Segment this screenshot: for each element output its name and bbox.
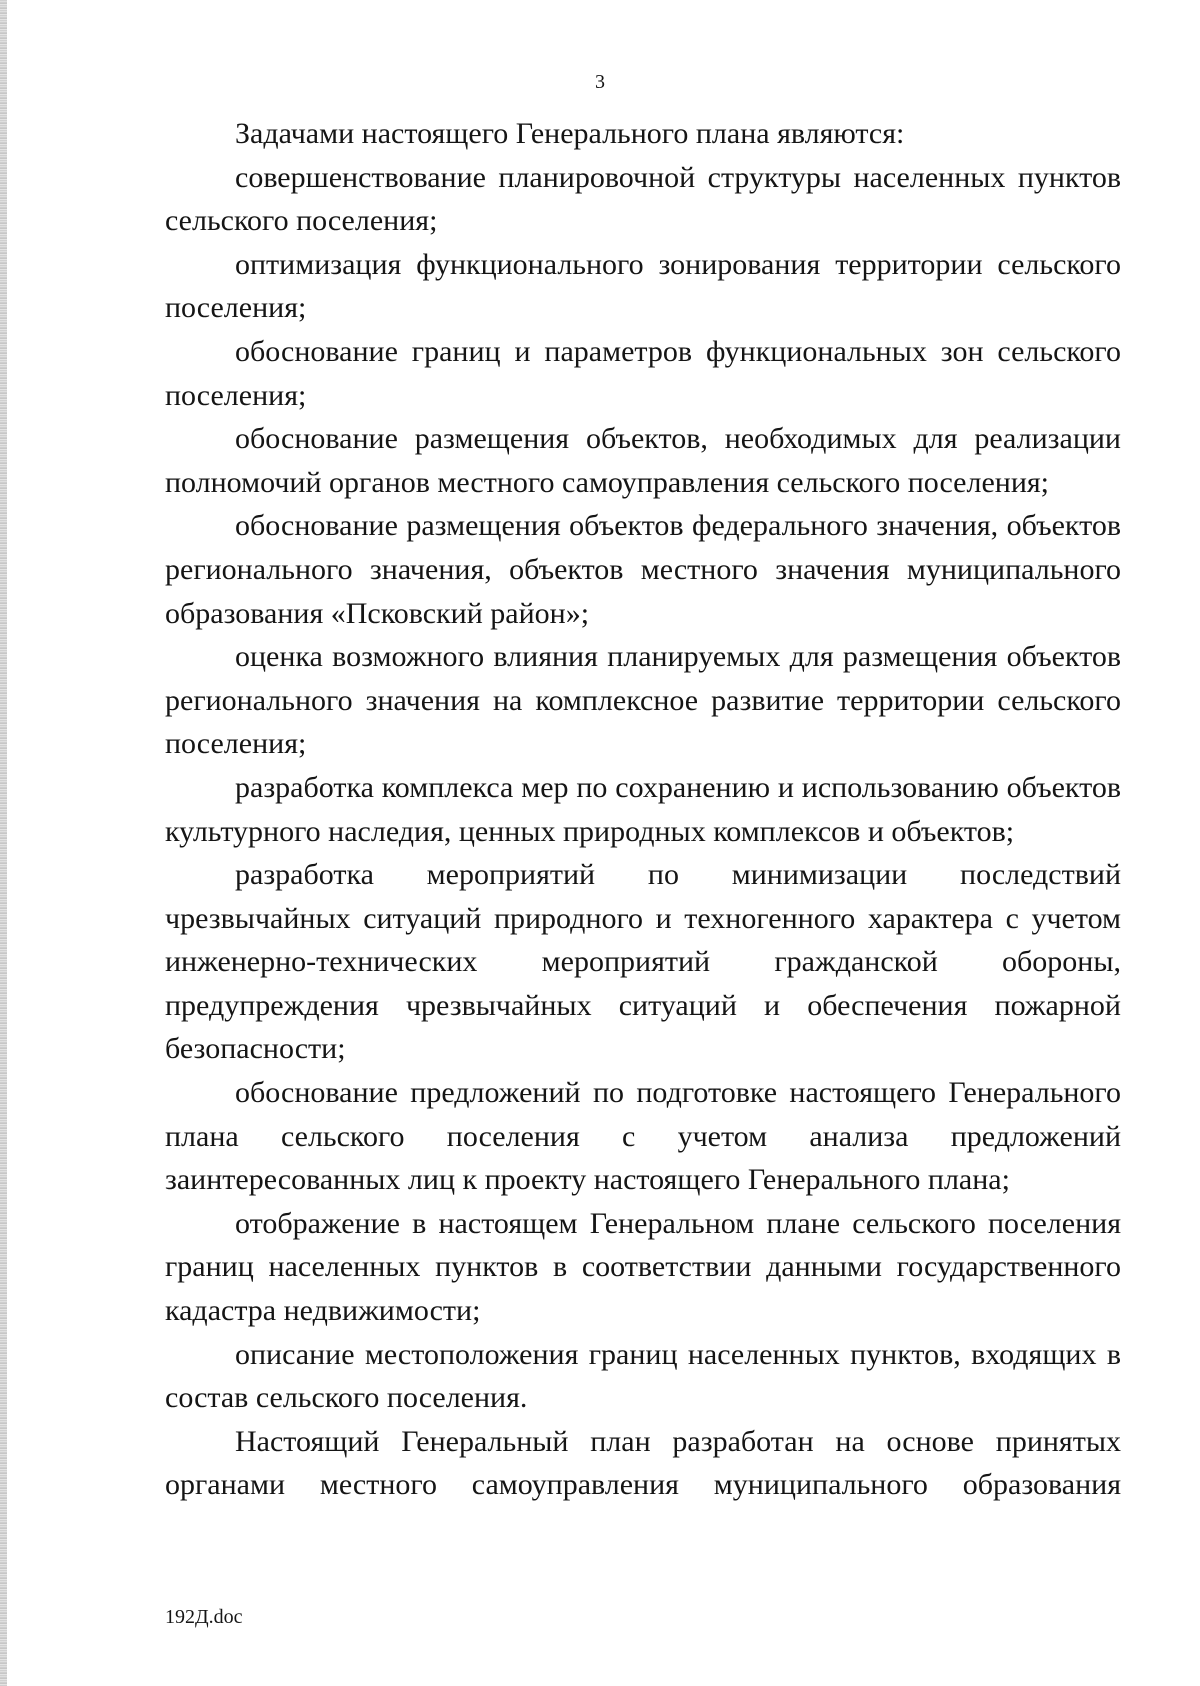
footer-filename: 192Д.doc [165,1606,243,1628]
paragraph: обоснование размещения объектов федерального значения, объектов регионального значения, объектов местного значения муниципального образования «Псковский район»; [165,509,1121,630]
paragraph: отображение в настоящем Генеральном плане сельского поселения границ населенных пунктов в соответствии данными государственного кадастра недвижимости; [165,1206,1121,1328]
paragraph: обоснование границ и параметров функциональных зон сельского поселения; [165,334,1121,412]
paragraph: описание местоположения границ населенных пунктов, входящих в состав сельского поселения. [165,1337,1121,1415]
paragraph: обоснование предложений по подготовке настоящего Генерального плана сельского поселения с учетом анализа предложений заинтересованных лиц к проекту настоящего Генерального плана; [165,1076,1121,1197]
scan-edge [0,0,7,1686]
paragraph: Настоящий Генеральный план разработан на основе принятых органами местного самоуправления муниципального образования [165,1424,1121,1502]
paragraph: Задачами настоящего Генерального плана являются: [235,117,905,150]
paragraph: разработка мероприятий по минимизации последствий чрезвычайных ситуаций природного и техногенного характера с учетом инженерно-технических мероприятий гражданской обороны, предупреждения чрезвычайных ситуаций и обеспечения пожарной безопасности; [165,858,1121,1066]
paragraph: оценка возможного влияния планируемых для размещения объектов регионального значения на комплексное развитие территории сельского поселения; [165,640,1121,761]
paragraph: оптимизация функционального зонирования территории сельского поселения; [165,247,1121,325]
paragraph: разработка комплекса мер по сохранению и использованию объектов культурного наследия, ценных природных комплексов и объектов; [165,770,1121,848]
paragraph: обоснование размещения объектов, необходимых для реализации полномочий органов местного самоуправления сельского поселения; [165,422,1121,499]
page-number: 3 [595,71,605,93]
paragraph: совершенствование планировочной структуры населенных пунктов сельского поселения; [165,160,1121,238]
document-body [165,112,1121,1507]
